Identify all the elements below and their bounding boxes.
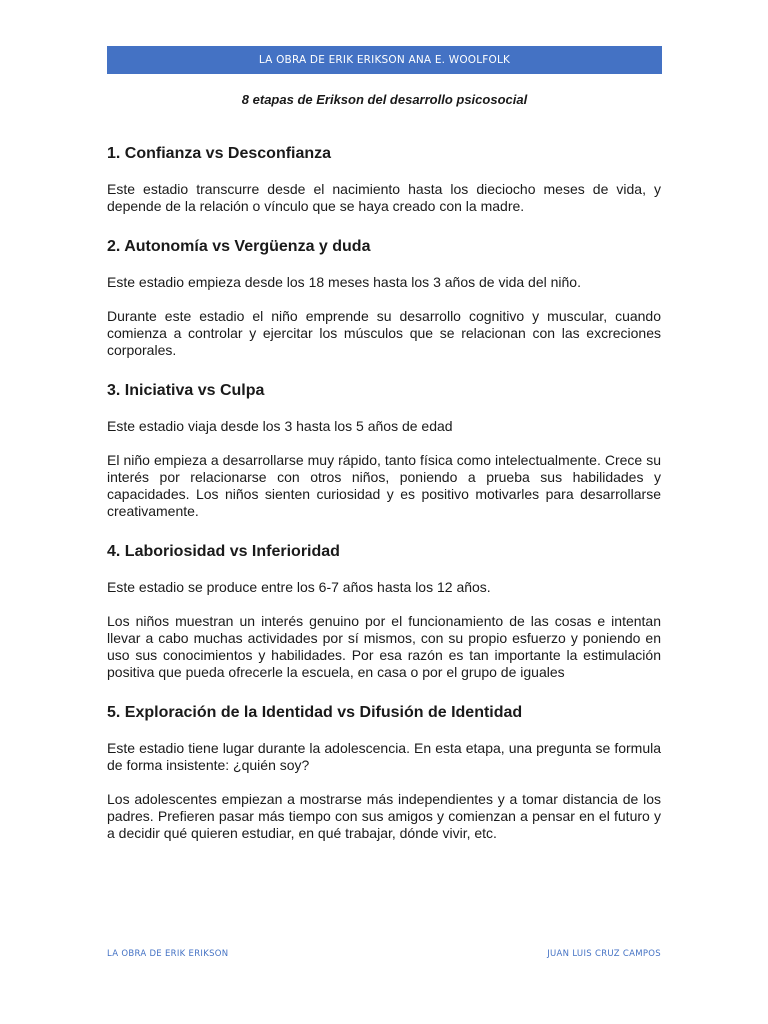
- section-paragraph: Este estadio empieza desde los 18 meses hasta los 3 años de vida del niño.: [107, 274, 581, 290]
- document-subtitle: 8 etapas de Erikson del desarrollo psicosocial: [241, 92, 528, 107]
- section-paragraph: Este estadio viaja desde los 3 hasta los 5 años de edad: [107, 418, 453, 434]
- section-autonomia: [107, 236, 661, 359]
- section-heading: 4. Laboriosidad vs Inferioridad: [107, 543, 340, 560]
- footer-right-text: JUAN LUIS CRUZ CAMPOS: [547, 949, 661, 959]
- section-heading: 1. Confianza vs Desconfianza: [107, 145, 332, 162]
- section-paragraph: Este estadio se produce entre los 6-7 años hasta los 12 años.: [107, 579, 491, 595]
- section-paragraph: Los adolescentes empiezan a mostrarse más independientes y a tomar distancia de los padres. Prefieren pasar más tiempo con sus amigos y comienzan a pensar en el futuro y a decidir qué quieren estudiar, en qué trabajar, dónde vivir, etc.: [107, 791, 661, 841]
- section-paragraph: Este estadio transcurre desde el nacimiento hasta los dieciocho meses de vida, y depende de la relación o vínculo que se haya creado con la madre.: [107, 181, 661, 214]
- section-heading: 3. Iniciativa vs Culpa: [107, 382, 265, 399]
- page-header-bar: [107, 46, 662, 74]
- section-paragraph: Este estadio tiene lugar durante la adolescencia. En esta etapa, una pregunta se formula de forma insistente: ¿quién soy?: [107, 740, 661, 773]
- header-title: LA OBRA DE ERIK ERIKSON ANA E. WOOLFOLK: [258, 54, 511, 66]
- section-heading: 2. Autonomía vs Vergüenza y duda: [107, 238, 371, 255]
- section-confianza: [107, 143, 661, 215]
- section-paragraph: El niño empieza a desarrollarse muy rápido, tanto física como intelectualmente. Crece su interés por relacionarse con otros niños, poniendo a prueba sus habilidades y capacidades. Los niños sienten curiosidad y es positivo motivarles para desarrollarse creativamente.: [107, 452, 661, 519]
- document-body: [107, 143, 661, 863]
- section-iniciativa: [107, 380, 661, 520]
- section-identidad: [107, 702, 661, 842]
- section-paragraph: Durante este estadio el niño emprende su desarrollo cognitivo y muscular, cuando comienza a controlar y ejercitar los músculos que se relacionan con las excreciones corporales.: [107, 308, 661, 358]
- section-laboriosidad: [107, 541, 661, 681]
- section-heading: 5. Exploración de la Identidad vs Difusión de Identidad: [107, 704, 523, 721]
- footer-left-text: LA OBRA DE ERIK ERIKSON: [107, 949, 229, 959]
- section-paragraph: Los niños muestran un interés genuino por el funcionamiento de las cosas e intentan llevar a cabo muchas actividades por sí mismos, con su propio esfuerzo y poniendo en uso sus conocimientos y habilidades. Por esa razón es tan importante la estimulación positiva que pueda ofrecerle la escuela, en casa o por el grupo de iguales: [107, 613, 661, 680]
